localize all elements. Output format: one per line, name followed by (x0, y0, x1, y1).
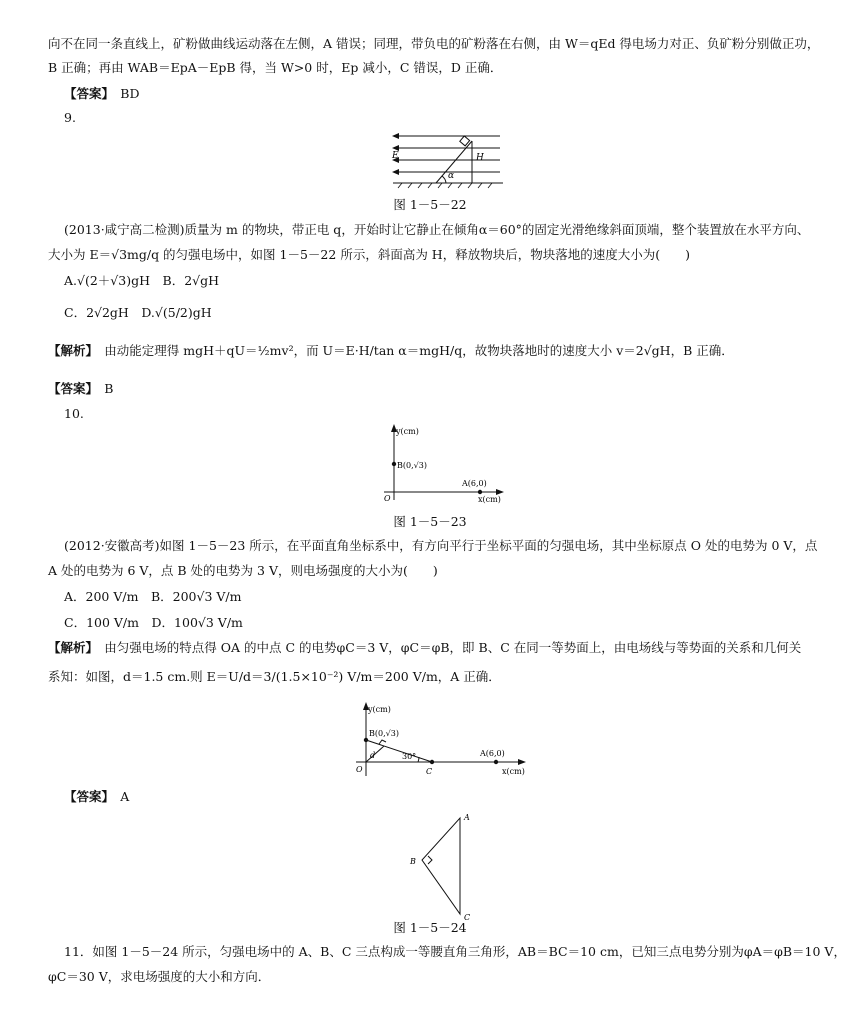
analysis-tag: 【解析】 (48, 343, 92, 358)
analysis-text: 由动能定理得 mgH＋qU＝½mv²，而 U＝E·H/tan α＝mgH/q，故物块落地时的速度大小 v＝2√gH，B 正确． (104, 343, 734, 358)
point-b-label: B(0,√3) (397, 461, 427, 470)
q9-analysis (48, 342, 816, 360)
q9-options-ab (64, 272, 816, 290)
q9-options-cd (64, 304, 816, 322)
q10-line-2: A 处的电势为 6 V，点 B 处的电势为 3 V，则电场强度的大小为( ) (48, 563, 438, 578)
answer-value: B (104, 381, 114, 396)
answer-tag: 【答案】 (48, 381, 92, 396)
q10-number: 10. (64, 406, 84, 421)
analysis-text: 由匀强电场的特点得 OA 的中点 C 的电势φC＝3 V，φC＝φB，即 B、C 在同一等势面上，由电场线与等势面的关系和几何关 (104, 640, 802, 655)
q10-answer (64, 788, 816, 806)
answer-value: BD (120, 86, 140, 101)
point-a-label: A(6,0) (462, 479, 487, 488)
q10-analysis-2: 系知：如图，d＝1.5 cm.则 E＝U/d＝3/(1.5×10⁻²) V/m＝200 V/m，A 正确． (48, 669, 501, 684)
q8-answer (64, 85, 816, 103)
intro-line-1: 向不在同一条直线上，矿粉做曲线运动落在左侧，A 错误；同理，带负电的矿粉落在右侧，由 W＝qEd 得电场力对正、负矿粉分别做正功， (48, 36, 820, 51)
label-alpha: α (448, 171, 455, 181)
q10-options-cd (64, 614, 816, 632)
vertex-b-label: B (410, 857, 416, 866)
d-label: d (370, 751, 376, 760)
answer-tag: 【答案】 (64, 86, 108, 101)
figure-1-5-23 (380, 422, 510, 506)
option-b: B．2√gH (162, 273, 220, 288)
caption-1-5-24: 图 1－5－24 (393, 920, 467, 935)
figure-1-5-22 (388, 128, 508, 190)
q9-answer (48, 380, 816, 398)
q11-line-2: φC＝30 V，求电场强度的大小和方向． (48, 969, 271, 984)
caption-1-5-23: 图 1－5－23 (393, 514, 467, 529)
y-axis-label: y(cm) (368, 705, 391, 714)
label-e: E (392, 151, 399, 161)
analysis-tag: 【解析】 (48, 640, 92, 655)
option-a: A.√(2＋√3)gH (64, 273, 150, 288)
q11-line-1: 11．如图 1－5－24 所示，匀强电场中的 A、B、C 三点构成一等腰直角三角形，AB＝BC＝10 cm，已知三点电势分别为φA＝φB＝10 V， (64, 944, 846, 959)
figure-q10-solution (352, 700, 532, 780)
point-c-label: C (426, 767, 433, 776)
figure-1-5-24 (404, 810, 484, 922)
q9-number: 9. (64, 110, 76, 125)
q10-analysis-1 (48, 639, 816, 657)
option-a: A．200 V/m (64, 589, 139, 604)
label-h: H (476, 153, 484, 163)
intro-line-2: B 正确；再由 WAB＝EpA－EpB 得，当 W>0 时，Ep 减小，C 错误，D 正确． (48, 60, 503, 75)
option-c: C．2√2gH (64, 305, 129, 320)
vertex-a-label: A (464, 813, 470, 822)
answer-tag: 【答案】 (64, 789, 108, 804)
q10-options-ab (64, 588, 816, 606)
option-d: D.√(5/2)gH (141, 305, 212, 320)
angle-label: 30° (402, 752, 417, 761)
option-d: D．100√3 V/m (151, 615, 243, 630)
q10-line-1: (2012·安徽高考)如图 1－5－23 所示，在平面直角坐标系中，有方向平行于坐标平面的匀强电场，其中坐标原点 O 处的电势为 0 V，点 (64, 538, 818, 553)
origin-label: O (384, 494, 391, 503)
x-axis-label: x(cm) (478, 495, 501, 504)
answer-value: A (120, 789, 130, 804)
q9-line-2: 大小为 E＝√3mg/q 的匀强电场中，如图 1－5－22 所示，斜面高为 H，释放物块后，物块落地的速度大小为( ) (48, 247, 690, 262)
origin-label: O (356, 765, 363, 774)
y-axis-label: y(cm) (396, 427, 419, 436)
option-b: B．200√3 V/m (150, 589, 242, 604)
point-b-label: B(0,√3) (369, 729, 399, 738)
vertex-c-label: C (464, 913, 471, 922)
q9-line-1: (2013·咸宁高二检测)质量为 m 的物块，带正电 q，开始时让它静止在倾角α＝60°的固定光滑绝缘斜面顶端，整个装置放在水平方向、 (64, 222, 810, 237)
point-a-label: A(6,0) (480, 749, 505, 758)
x-axis-label: x(cm) (502, 767, 525, 776)
caption-1-5-22: 图 1－5－22 (393, 197, 467, 212)
option-c: C．100 V/m (64, 615, 139, 630)
